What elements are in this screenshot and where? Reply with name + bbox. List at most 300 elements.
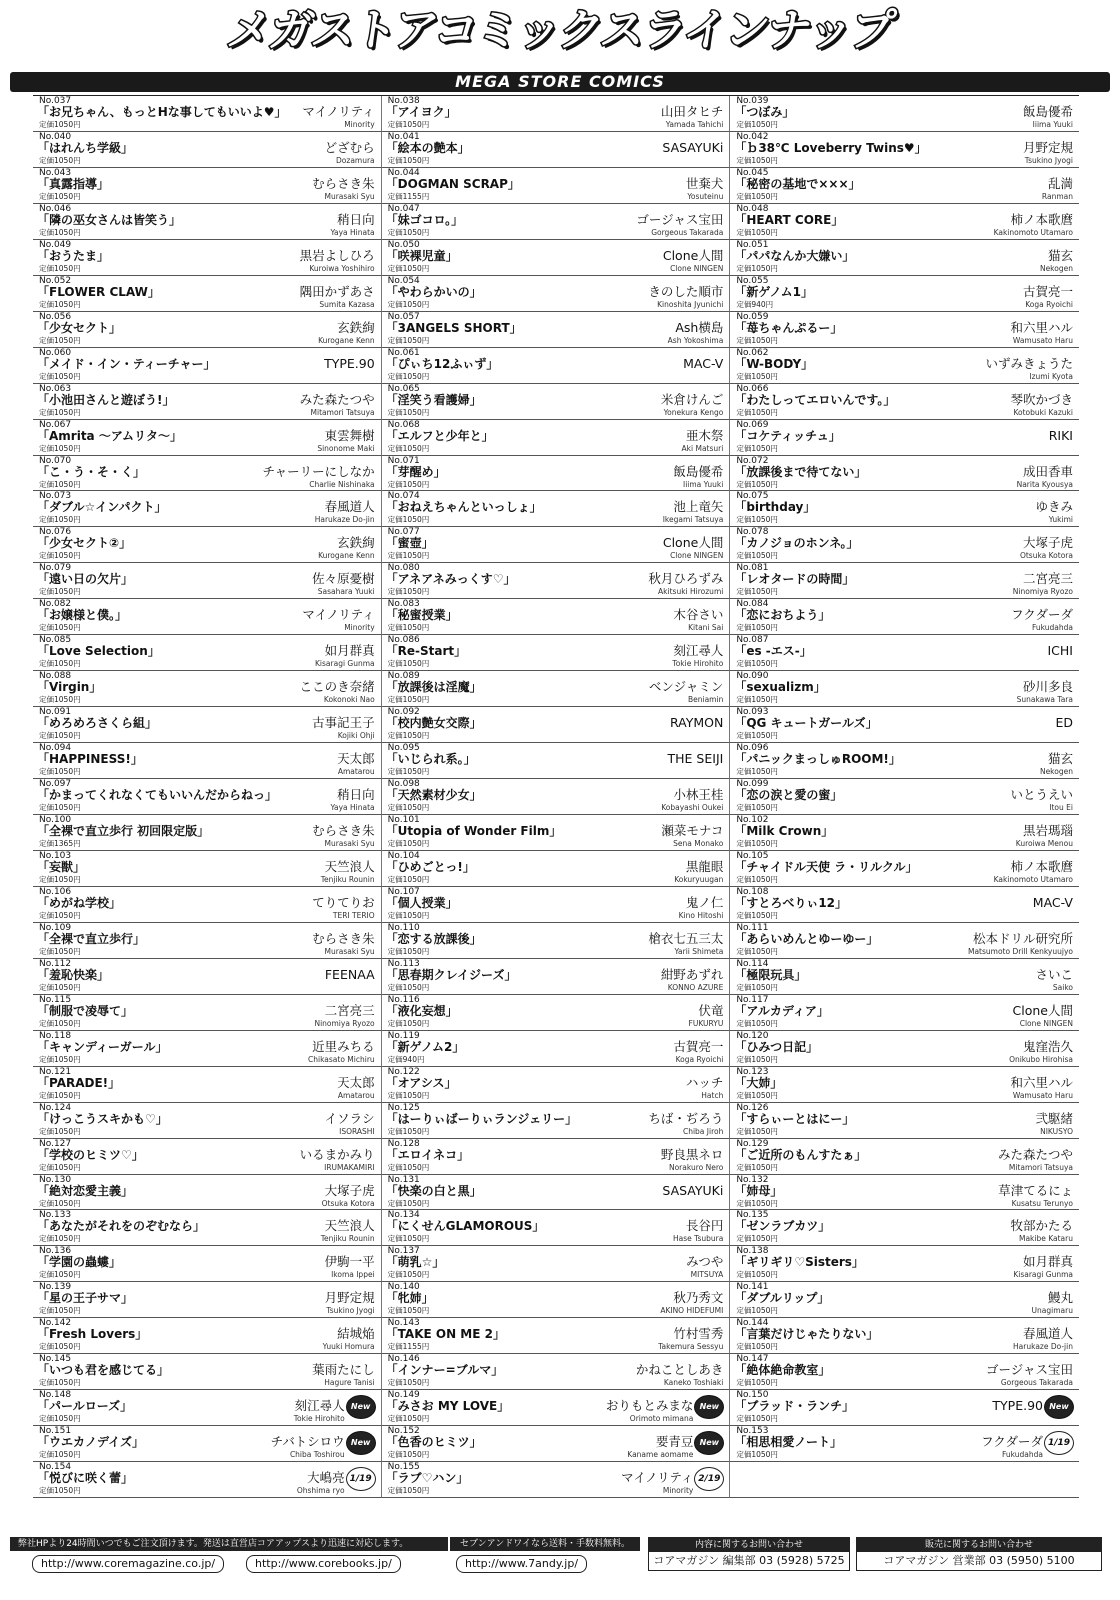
comic-price: 定価1050円 — [736, 227, 778, 237]
comic-number: No.087 — [736, 635, 769, 646]
comic-author: 黒龍眼 — [685, 858, 724, 874]
badge-label: New — [699, 1402, 720, 1412]
comic-number: No.062 — [736, 347, 769, 358]
comic-price: 定価1050円 — [387, 731, 430, 741]
comic-number: No.073 — [39, 491, 72, 502]
comic-entry — [382, 1175, 731, 1211]
comic-number: No.093 — [736, 707, 769, 718]
comic-title: 「Fresh Lovers」 — [37, 1327, 148, 1342]
comic-price: 定価1050円 — [39, 227, 81, 237]
comic-price: 定価1050円 — [736, 1126, 778, 1136]
comic-title: 「オアシス」 — [385, 1075, 457, 1090]
editorial-contact-phone: コアマガジン 編集部 03 (5928) 5725 — [653, 1554, 845, 1567]
comic-author-romaji: Kino Hitoshi — [678, 910, 724, 920]
comic-entry — [33, 240, 382, 276]
comic-author-romaji: Akitsuki Hirozumi — [658, 587, 724, 597]
comic-price: 定価1050円 — [387, 335, 430, 345]
comic-price: 定価1050円 — [39, 1306, 81, 1316]
comic-title: 「つぼみ」 — [734, 105, 795, 119]
comic-number: No.080 — [387, 563, 420, 574]
comic-author-romaji: Gorgeous Takarada — [651, 227, 724, 237]
comic-price: 定価940円 — [736, 299, 774, 309]
corebooks-link[interactable]: http://www.corebooks.jp/ — [246, 1555, 401, 1573]
comic-price: 定価1050円 — [387, 910, 430, 920]
comic-number: No.147 — [736, 1354, 769, 1365]
on-sale-date-badge — [346, 1467, 376, 1491]
comic-number: No.094 — [39, 743, 72, 754]
comic-title: 「萌乳☆」 — [385, 1255, 445, 1270]
comic-author-romaji: Kisaragi Gunma — [315, 659, 375, 669]
comic-author-romaji: Kaname aomame — [627, 1450, 694, 1460]
comic-price: 定価1050円 — [387, 551, 430, 561]
comic-price: 定価1050円 — [39, 515, 81, 525]
editorial-contact — [648, 1537, 850, 1571]
comic-price: 定価1050円 — [387, 1378, 430, 1388]
comic-author-romaji: Tokie Hirohito — [672, 659, 724, 669]
comic-author-romaji: Kojiki Ohji — [337, 731, 375, 741]
comic-title: 「あらいめんとゆーゆー」 — [734, 931, 879, 946]
comic-author: てりてりお — [312, 894, 375, 910]
comic-title: 「個人授業」 — [385, 895, 458, 910]
comic-title: 「恋する放課後」 — [385, 931, 482, 946]
comic-number: No.148 — [39, 1390, 72, 1401]
comic-author-romaji: Harukaze Do-jin — [314, 515, 375, 525]
comic-author: 佐々原憂樹 — [312, 571, 375, 587]
comic-number: No.059 — [736, 311, 769, 322]
comic-entry — [382, 1139, 731, 1175]
comic-price: 定価1050円 — [736, 1198, 778, 1208]
comic-author: 大塚子虎 — [1022, 535, 1073, 551]
comic-author-romaji: Charlie Nishinaka — [309, 479, 375, 489]
comic-title: 「蜜壺」 — [385, 536, 434, 551]
comic-price: 定価1050円 — [736, 982, 778, 992]
comic-entry — [730, 635, 1079, 671]
sales-contact-label: 販売に関するお問い合わせ — [857, 1538, 1101, 1552]
comic-entry — [730, 1318, 1079, 1354]
comic-author-romaji: Kuroiwa Menou — [1015, 839, 1073, 848]
comic-author-romaji: ISORASHI — [339, 1126, 375, 1136]
comic-entry — [33, 1103, 382, 1139]
comic-price: 定価1050円 — [39, 803, 81, 813]
comic-author: 亜木祭 — [685, 427, 724, 443]
comic-price: 定価1050円 — [387, 587, 430, 597]
comic-entry — [730, 1282, 1079, 1318]
comic-price: 定価1050円 — [39, 120, 81, 129]
comic-author: 鬼窪浩久 — [1022, 1038, 1073, 1054]
comic-title: 「制服で凌辱て」 — [37, 1003, 134, 1018]
comic-entry — [730, 312, 1079, 348]
comic-number: No.071 — [387, 455, 420, 466]
comic-number: No.041 — [387, 131, 420, 142]
comic-entry — [33, 1246, 382, 1282]
new-badge — [346, 1395, 376, 1419]
comic-number: No.104 — [387, 850, 420, 861]
comic-price: 定価1050円 — [39, 155, 81, 165]
comic-title: 「新ゲノム2」 — [385, 1039, 465, 1054]
comic-author: さいこ — [1035, 966, 1073, 982]
comic-entry — [382, 1103, 731, 1139]
comic-title: 「メイド・イン・ティーチャー」 — [37, 356, 216, 371]
comic-author: 秋月ひろずみ — [648, 571, 724, 587]
comic-price: 定価1050円 — [736, 623, 778, 633]
comic-number: No.083 — [387, 599, 420, 610]
comic-author-romaji: Beniamin — [687, 695, 724, 705]
comic-author: 草津てるにょ — [998, 1182, 1073, 1198]
comic-title: 「birthday」 — [734, 500, 816, 515]
coremagazine-link[interactable]: http://www.coremagazine.co.jp/ — [32, 1555, 224, 1573]
comic-entry — [730, 599, 1079, 635]
comic-price: 定価1050円 — [39, 1018, 81, 1028]
comic-author-romaji: Ninomiya Ryozo — [1012, 587, 1073, 597]
comic-number: No.114 — [736, 958, 769, 969]
comic-price: 定価1050円 — [387, 1306, 430, 1316]
comic-entry — [382, 779, 731, 815]
comic-author-romaji: Tokie Hirohito — [293, 1414, 345, 1424]
comic-author-romaji: Wamusato Haru — [1012, 1090, 1073, 1100]
comic-author: むらさき朱 — [312, 175, 375, 191]
comic-author-romaji: Hase Tsubura — [672, 1234, 724, 1244]
comic-author-romaji: Otsuka Kotora — [1019, 551, 1073, 561]
comic-author: 二宮亮三 — [324, 1002, 375, 1018]
comic-author: いるまかみり — [299, 1146, 375, 1162]
comic-price: 定価1050円 — [736, 479, 778, 489]
comic-number: No.078 — [736, 527, 769, 538]
comic-entry — [382, 923, 731, 959]
comic-entry — [33, 851, 382, 887]
comic-entry — [730, 1031, 1079, 1067]
comic-author: 伊駒一平 — [324, 1254, 375, 1270]
comic-entry — [33, 815, 382, 851]
comic-author: ゴージャス宝田 — [985, 1362, 1073, 1378]
comic-title: 「遠い日の欠片」 — [37, 572, 134, 587]
comic-number: No.144 — [736, 1318, 769, 1329]
comic-price: 定価1050円 — [387, 1198, 430, 1208]
comic-price: 定価1050円 — [736, 335, 778, 345]
comic-price: 定価1050円 — [387, 227, 430, 237]
comic-author-romaji: Gorgeous Takarada — [1000, 1378, 1073, 1388]
comic-entry — [382, 851, 731, 887]
comic-author-romaji: IRUMAKAMIRI — [324, 1162, 375, 1172]
comic-price: 定価1050円 — [39, 443, 81, 453]
comic-author-romaji: Kakinomoto Utamaro — [993, 874, 1073, 884]
comic-author-romaji: Minority — [344, 120, 375, 129]
badge-label: New — [1049, 1402, 1069, 1412]
comic-author-romaji: Ohshima ryo — [296, 1486, 345, 1496]
comic-price: 定価1050円 — [39, 1162, 81, 1172]
comic-number: No.137 — [387, 1246, 420, 1257]
comic-price: 定価1365円 — [39, 839, 81, 848]
comic-title: 「ぴぃち12ふぃず」 — [385, 356, 499, 371]
order-notice: 弊社HPより24時間いつでもご注文頂けます。発送は直営店コアアップスより迅速に対応します。 — [10, 1537, 448, 1551]
badge-label: New — [350, 1402, 371, 1412]
comic-price: 定価1050円 — [387, 695, 430, 705]
comic-number: No.105 — [736, 850, 769, 861]
sevenandy-notice: セブンアンドワイなら送料・手数料無料。 — [450, 1537, 640, 1551]
comic-entry — [730, 1067, 1079, 1103]
comic-price: 定価1050円 — [39, 407, 81, 417]
comic-author: 乱満 — [1047, 175, 1073, 191]
comic-title: 「TAKE ON ME 2」 — [385, 1327, 505, 1342]
comic-title: 「かまってくれなくてもいいんだからねっ」 — [37, 788, 278, 803]
comic-author-romaji: Yonekura Kengo — [663, 407, 724, 417]
comic-title: 「FLOWER CLAW」 — [37, 284, 160, 299]
comic-author: 東雲舞樹 — [324, 427, 375, 443]
comic-number: No.116 — [387, 994, 420, 1005]
comic-price: 定価1050円 — [39, 910, 81, 920]
comic-author: 米倉けんご — [660, 391, 724, 407]
comic-author-romaji: Onikubo Hirohisa — [1009, 1054, 1073, 1064]
comic-title: 「Love Selection」 — [37, 644, 160, 659]
comic-author: 秋乃秀文 — [673, 1290, 724, 1306]
comic-author-romaji: Kusatsu Terunyo — [1011, 1198, 1073, 1208]
comic-author-romaji: Fukudahda — [1031, 623, 1073, 633]
comic-price: 定価1050円 — [39, 1090, 81, 1100]
comic-author-romaji: Chiba Toshirou — [289, 1450, 345, 1460]
comic-number: No.067 — [39, 419, 72, 430]
comic-number: No.054 — [387, 275, 420, 286]
comic-entry — [33, 1462, 382, 1498]
comic-number: No.110 — [387, 922, 420, 933]
comic-price: 定価1050円 — [736, 767, 778, 777]
comic-price: 定価1050円 — [736, 155, 778, 165]
comic-author: 近里みちる — [312, 1038, 375, 1054]
comic-price: 定価1050円 — [736, 587, 778, 597]
comic-author-romaji: Saiko — [1052, 982, 1073, 992]
comic-number: No.089 — [387, 671, 420, 682]
comic-title: 「ご近所のもんすたぁ」 — [734, 1147, 867, 1162]
comic-number: No.111 — [736, 922, 769, 933]
comic-author: いずみきょうた — [985, 355, 1073, 371]
comic-author-romaji: Yaya Hinata — [330, 803, 375, 813]
comic-author-romaji: Koga Ryoichi — [675, 1054, 724, 1064]
comic-title: 「真露指導」 — [37, 176, 110, 191]
comic-number: No.120 — [736, 1030, 769, 1041]
comic-author: かねことしあき — [635, 1362, 724, 1378]
comic-entry — [382, 240, 731, 276]
comic-title: 「お兄ちゃん、もっとHな事してもいいよ♥」 — [37, 105, 287, 119]
comic-title: 「姉母」 — [734, 1183, 783, 1198]
comic-entry — [730, 1210, 1079, 1246]
comic-entry — [730, 456, 1079, 492]
comic-number: No.095 — [387, 743, 420, 754]
comic-author: 月野定規 — [1022, 139, 1073, 155]
comic-price: 定価1050円 — [736, 191, 778, 201]
sevenandy-link[interactable]: http://www.7andy.jp/ — [456, 1555, 587, 1573]
comic-price: 定価1050円 — [736, 1414, 778, 1424]
comic-price: 定価1050円 — [387, 839, 430, 848]
comic-title: 「液化妄想」 — [385, 1003, 458, 1018]
comic-title: 「チャイドル天使 ラ・リルクル」 — [734, 859, 918, 874]
comic-number: No.123 — [736, 1066, 769, 1077]
sales-contact — [856, 1537, 1102, 1571]
comic-author: 小林王桂 — [673, 787, 724, 803]
comic-title: 「牝姉」 — [385, 1291, 434, 1306]
comic-author-romaji: Makibe Kataru — [1018, 1234, 1073, 1244]
comic-number: No.060 — [39, 347, 72, 358]
comic-entry — [382, 599, 731, 635]
comic-price: 定価1050円 — [736, 1162, 778, 1172]
comic-entry — [382, 1246, 731, 1282]
comic-author: Clone人間 — [1012, 1002, 1073, 1018]
comic-title: 「全裸で直立歩行」 — [37, 931, 146, 946]
comic-title: 「妹ゴコロ。」 — [385, 212, 464, 227]
comic-author: 玄鉄絢 — [337, 535, 375, 551]
comic-author-romaji: Murasaki Syu — [324, 839, 375, 848]
comic-price: 定価1050円 — [39, 659, 81, 669]
comic-number: No.134 — [387, 1210, 420, 1221]
comic-number: No.150 — [736, 1390, 769, 1401]
comic-title: 「すとろべりぃ12」 — [734, 895, 848, 910]
comic-entry — [382, 1426, 731, 1462]
comic-number: No.088 — [39, 671, 72, 682]
comic-title: 「ゼンラブカツ」 — [734, 1219, 831, 1234]
comic-title: 「ブラッド・ランチ」 — [734, 1399, 855, 1414]
comic-author-romaji: Kurogane Kenn — [318, 335, 375, 345]
comic-entry — [33, 599, 382, 635]
comic-price: 定価1050円 — [387, 659, 430, 669]
comic-author-romaji: Kinoshita Jyunichi — [657, 299, 724, 309]
comic-author: 柿ノ本歌麿 — [1010, 211, 1073, 227]
comic-author: 大嶋亮 — [307, 1470, 345, 1486]
comic-author-romaji: Ash Yokoshima — [667, 335, 724, 345]
comic-author: いとうえい — [1010, 787, 1073, 803]
comic-author: TYPE.90 — [992, 1398, 1043, 1414]
comic-number: No.154 — [39, 1462, 72, 1473]
comic-price: 定価1050円 — [387, 623, 430, 633]
comic-author: チバトシロウ — [270, 1434, 345, 1450]
comic-entry — [730, 1246, 1079, 1282]
comic-entry — [730, 923, 1079, 959]
comic-author: ゴージャス宝田 — [636, 211, 724, 227]
comic-price: 定価1155円 — [387, 191, 430, 201]
comic-title: 「カノジョのホンネ。」 — [734, 536, 859, 551]
comic-author-romaji: Wamusato Haru — [1012, 335, 1073, 345]
comic-author: 稍日向 — [337, 787, 375, 803]
comic-author-romaji: Kisaragi Gunma — [1013, 1270, 1073, 1280]
comic-author: 野良黒ネロ — [660, 1146, 724, 1162]
comic-entry — [33, 1139, 382, 1175]
comic-entry — [33, 276, 382, 312]
comic-entry — [33, 456, 382, 492]
comic-author: 玄鉄絢 — [337, 319, 375, 335]
comic-number: No.098 — [387, 779, 420, 790]
comic-entry — [33, 348, 382, 384]
comic-entry — [33, 168, 382, 204]
comic-number: No.096 — [736, 743, 769, 754]
comic-number: No.099 — [736, 779, 769, 790]
comic-price: 定価1050円 — [387, 1126, 430, 1136]
comic-author-romaji: Kuroiwa Yoshihiro — [309, 263, 375, 273]
comic-entry — [730, 491, 1079, 527]
comic-author: イソラシ — [324, 1110, 375, 1126]
comic-author-romaji: Amatarou — [337, 767, 375, 777]
comic-price: 定価1155円 — [387, 1342, 430, 1352]
comic-number: No.135 — [736, 1210, 769, 1221]
comic-entry — [382, 384, 731, 420]
comic-price: 定価1050円 — [736, 1450, 778, 1460]
comic-price: 定価1050円 — [387, 1090, 430, 1100]
comic-entry — [730, 743, 1079, 779]
comic-author-romaji: FUKURYU — [688, 1018, 724, 1028]
comic-title: 「お嬢様と僕。」 — [37, 608, 128, 623]
comic-entry — [730, 527, 1079, 563]
comic-author-romaji: TERI TERIO — [332, 910, 375, 920]
comic-number: No.136 — [39, 1246, 72, 1257]
comic-price: 定価1050円 — [39, 1054, 81, 1064]
new-badge — [346, 1431, 376, 1455]
comic-entry — [382, 1390, 731, 1426]
comic-price: 定価1050円 — [387, 803, 430, 813]
comic-author: チャーリーにしなか — [262, 463, 375, 479]
comic-author-romaji: Yarii Shimeta — [674, 946, 724, 956]
comic-entry — [382, 887, 731, 923]
comic-author-romaji: Sinonome Maki — [317, 443, 375, 453]
comic-entry — [730, 671, 1079, 707]
comic-author-romaji: Ranman — [1041, 191, 1073, 201]
comic-author-romaji: Kurogane Kenn — [318, 551, 375, 561]
comic-author: 瀬菜モナコ — [661, 823, 724, 838]
comic-author: 黒岩よしひろ — [299, 247, 375, 263]
comic-number: No.131 — [387, 1174, 420, 1185]
comic-entry — [730, 168, 1079, 204]
comic-price: 定価1050円 — [387, 299, 430, 309]
comic-price: 定価1050円 — [736, 443, 778, 453]
comic-number: No.051 — [736, 239, 769, 250]
comic-price: 定価1050円 — [387, 1486, 430, 1496]
comic-number: No.065 — [387, 383, 420, 394]
comic-entry — [382, 815, 731, 851]
comic-title: 「芽醒め」 — [385, 464, 446, 479]
comic-author: ICHI — [1047, 643, 1073, 659]
comic-number: No.050 — [387, 239, 420, 250]
comic-price: 定価1050円 — [387, 1018, 430, 1028]
comic-author: 二宮亮三 — [1022, 571, 1073, 587]
comic-number: No.072 — [736, 455, 769, 466]
comic-price: 定価1050円 — [736, 1090, 778, 1100]
comic-number: No.040 — [39, 131, 72, 142]
comic-title: 「やわらかいの」 — [385, 284, 482, 299]
comic-author: 天太郎 — [337, 1074, 375, 1090]
comic-title: 「パールローズ」 — [37, 1399, 133, 1414]
comic-entry — [382, 959, 731, 995]
comic-title: 「秘密の基地で×××」 — [734, 176, 861, 191]
comic-author-romaji: Sunakawa Tara — [1016, 695, 1073, 705]
comic-number: No.042 — [736, 131, 769, 142]
comic-author: 春風道人 — [324, 499, 375, 515]
comic-author: 要青豆 — [655, 1434, 694, 1450]
comic-title: 「わたしってエロいんです。」 — [734, 392, 896, 407]
comic-price: 定価1050円 — [39, 946, 81, 956]
comic-number: No.038 — [387, 96, 420, 106]
comic-price: 定価1050円 — [39, 371, 81, 381]
comic-author: Clone人間 — [662, 535, 724, 551]
comic-author: MAC-V — [683, 355, 724, 371]
comic-title: 「Virgin」 — [37, 680, 102, 695]
comic-number: No.081 — [736, 563, 769, 574]
comic-title: 「すらぃーとはにー」 — [734, 1111, 855, 1126]
comic-price: 定価1050円 — [736, 695, 778, 705]
comic-number: No.118 — [39, 1030, 72, 1041]
comic-entry — [33, 1390, 382, 1426]
badge-label: 1/19 — [349, 1474, 372, 1485]
comic-author: 和六里ハル — [1010, 1074, 1073, 1090]
comic-author: 紺野あずれ — [660, 966, 724, 982]
comic-entry — [730, 420, 1079, 456]
comic-price: 定価1050円 — [39, 1270, 81, 1280]
comic-author: FEENAA — [324, 966, 375, 982]
header — [0, 0, 1120, 91]
comic-number: No.146 — [387, 1354, 420, 1365]
